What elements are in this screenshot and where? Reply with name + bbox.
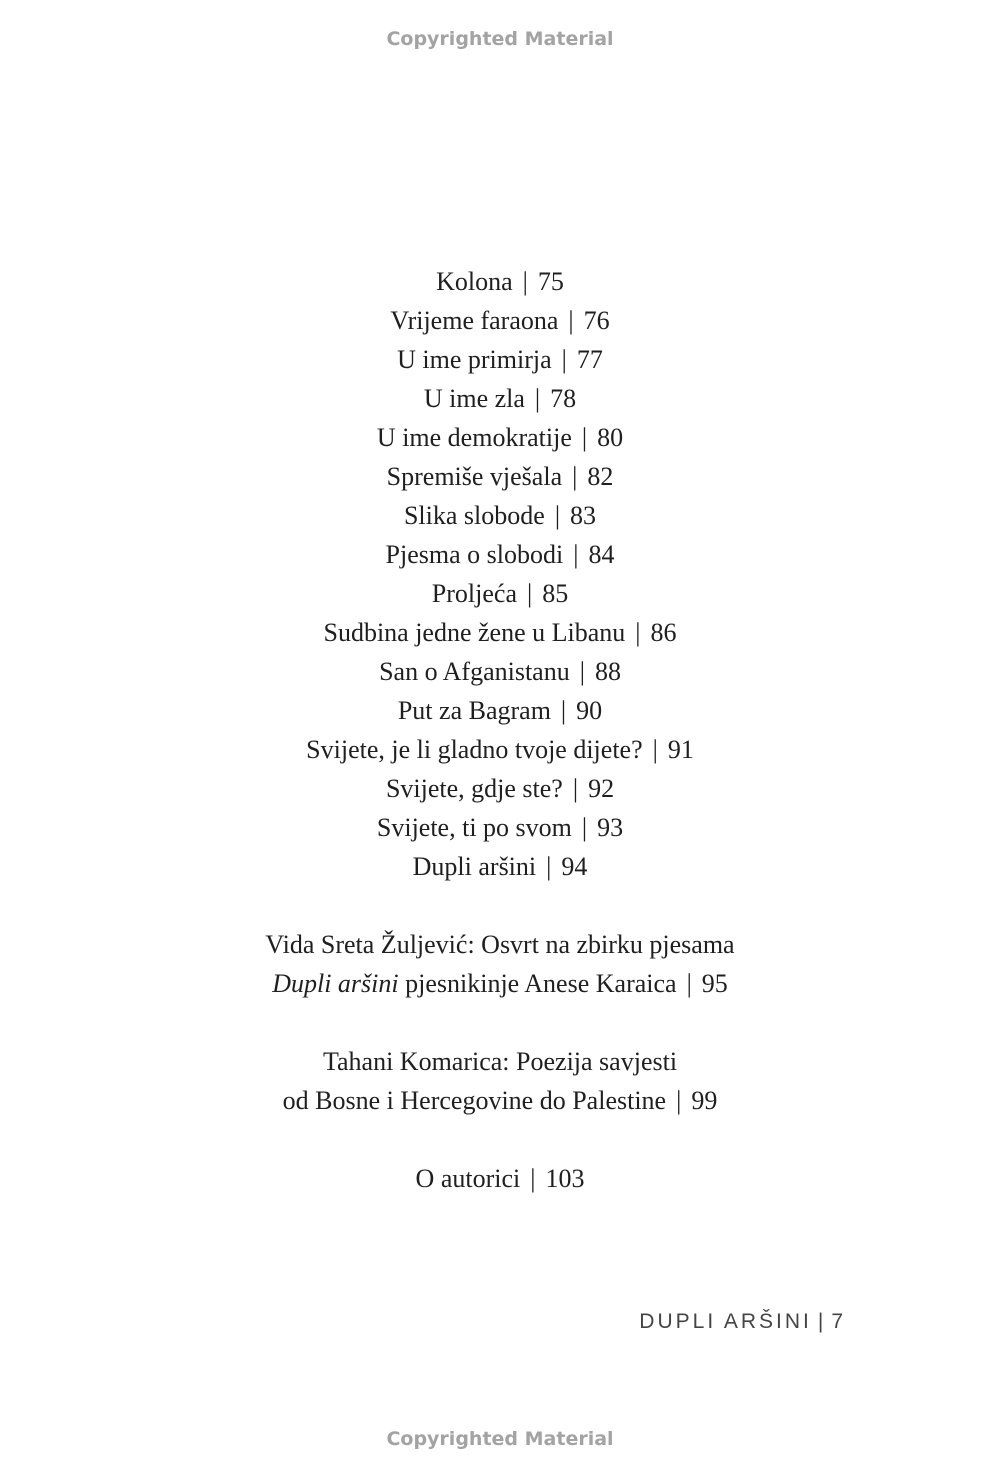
toc-separator: | — [686, 969, 692, 998]
toc-entry-title: U ime primirja — [397, 345, 552, 374]
toc-essay1-line1: Vida Sreta Žuljević: Osvrt na zbirku pjesama — [265, 930, 735, 959]
toc-page-number: 99 — [691, 1086, 718, 1115]
toc-page-number: 84 — [588, 540, 615, 569]
toc-entry-title: Sudbina jedne žene u Libanu — [323, 618, 626, 647]
toc-entry-essay-zuljevic — [0, 925, 1000, 1003]
toc-separator: | — [572, 462, 578, 491]
toc-essay2-line2-text: od Bosne i Hercegovine do Palestine — [282, 1086, 667, 1115]
toc-entries — [0, 262, 1000, 886]
toc-entry-title: Spremiše vješala — [386, 462, 563, 491]
toc-page-number: 78 — [550, 384, 577, 413]
toc-entry-about-author — [0, 1159, 1000, 1198]
toc-separator: | — [554, 501, 561, 530]
copyright-watermark-bottom: Copyrighted Material — [386, 1428, 614, 1450]
toc-entry — [0, 730, 1000, 769]
toc-spacer — [0, 1120, 1000, 1159]
toc-separator: | — [581, 423, 588, 452]
toc-page-number: 85 — [542, 579, 569, 608]
toc-entry — [0, 574, 1000, 613]
toc-entry-title: O autorici — [415, 1164, 521, 1193]
toc-entry — [0, 457, 1000, 496]
toc-page-number: 75 — [537, 267, 564, 296]
toc-spacer — [0, 1003, 1000, 1042]
running-footer — [639, 1310, 843, 1334]
toc-separator: | — [572, 774, 579, 803]
toc-entry-essay-komarica — [0, 1042, 1000, 1120]
toc-entry — [0, 847, 1000, 886]
toc-essay2-line1: Tahani Komarica: Poezija savjesti — [322, 1047, 678, 1076]
toc-page-number: 94 — [561, 852, 588, 881]
toc-page-number: 77 — [576, 345, 603, 374]
copyright-watermark-top: Copyrighted Material — [386, 28, 614, 50]
toc-entry-title: Put za Bagram — [397, 696, 551, 725]
running-footer-separator: | — [817, 1310, 824, 1333]
toc-essay1-line2 — [0, 964, 1000, 1003]
toc-entry-title: U ime zla — [423, 384, 525, 413]
toc-entry-title: Slika slobode — [403, 501, 545, 530]
table-of-contents — [0, 262, 1000, 1198]
running-footer-book-title: DUPLI ARŠINI — [639, 1310, 812, 1333]
toc-page-number: 76 — [583, 306, 610, 335]
toc-page-number: 80 — [597, 423, 624, 452]
toc-spacer — [0, 886, 1000, 925]
running-footer-page-number: 7 — [831, 1310, 843, 1333]
toc-page-number: 91 — [667, 735, 694, 764]
toc-entry-title: U ime demokratije — [376, 423, 572, 452]
toc-page-number: 103 — [545, 1164, 585, 1193]
toc-separator: | — [676, 1086, 682, 1115]
toc-separator: | — [530, 1164, 536, 1193]
toc-entry-title: Pjesma o slobodi — [385, 540, 564, 569]
toc-entry-title: Kolona — [436, 267, 513, 296]
toc-entry — [0, 301, 1000, 340]
toc-essay2-line2 — [0, 1081, 1000, 1120]
toc-separator: | — [579, 657, 585, 686]
toc-entry-title: Svijete, ti po svom — [376, 813, 572, 842]
toc-entry — [0, 535, 1000, 574]
toc-separator: | — [522, 267, 528, 296]
toc-entry — [0, 340, 1000, 379]
toc-page-number: 83 — [570, 501, 597, 530]
toc-entry — [0, 379, 1000, 418]
toc-entry — [0, 613, 1000, 652]
toc-entry-title: Svijete, je li gladno tvoje dijete? — [306, 735, 643, 764]
toc-page-number: 93 — [597, 813, 624, 842]
toc-entry — [0, 691, 1000, 730]
toc-separator: | — [560, 696, 567, 725]
toc-page-number: 95 — [701, 969, 728, 998]
toc-entry-title: Svijete, gdje ste? — [385, 774, 563, 803]
toc-separator: | — [568, 306, 574, 335]
toc-page-number: 88 — [594, 657, 621, 686]
toc-separator: | — [526, 579, 533, 608]
toc-page-number: 90 — [576, 696, 603, 725]
book-title-italic: Dupli aršini — [272, 969, 399, 998]
toc-entry — [0, 418, 1000, 457]
toc-page-number: 92 — [588, 774, 615, 803]
toc-page-number: 86 — [650, 618, 677, 647]
toc-essay1-line2-rest: pjesnikinje Anese Karaica — [398, 969, 677, 998]
toc-entry — [0, 496, 1000, 535]
toc-separator: | — [546, 852, 552, 881]
toc-separator: | — [652, 735, 658, 764]
toc-entry — [0, 808, 1000, 847]
toc-separator: | — [573, 540, 579, 569]
toc-entry-title: San o Afganistanu — [379, 657, 570, 686]
toc-separator: | — [581, 813, 588, 842]
toc-separator: | — [534, 384, 541, 413]
toc-entry — [0, 652, 1000, 691]
toc-about-line — [0, 1159, 1000, 1198]
toc-entry — [0, 769, 1000, 808]
toc-separator: | — [635, 618, 641, 647]
toc-entry — [0, 262, 1000, 301]
toc-entry-title: Vrijeme faraona — [390, 306, 559, 335]
toc-separator: | — [561, 345, 567, 374]
toc-entry-title: Dupli aršini — [412, 852, 537, 881]
toc-page-number: 82 — [587, 462, 614, 491]
toc-entry-title: Proljeća — [431, 579, 517, 608]
